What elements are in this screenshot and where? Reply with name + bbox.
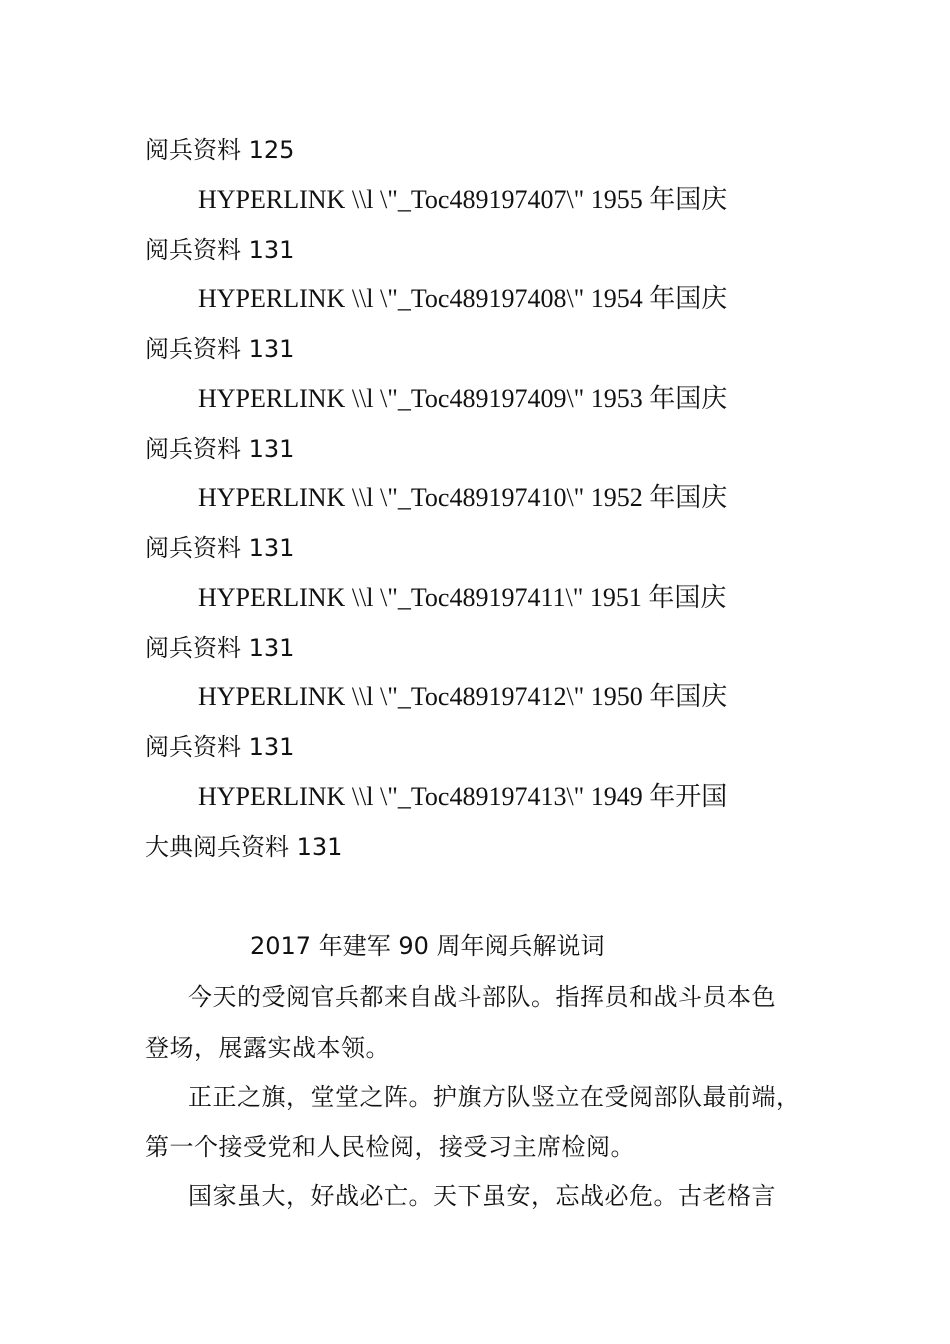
toc-link[interactable]: HYPERLINK \\l \"_Toc489197413\" 1949 年开国 [198, 782, 728, 811]
toc-continuation: 阅兵资料 131 [145, 236, 295, 264]
paragraph-line: 正正之旗，堂堂之阵。护旗方队竖立在受阅部队最前端， [188, 1083, 801, 1111]
toc-continuation: 大典阅兵资料 131 [145, 833, 343, 861]
paragraph-line: 第一个接受党和人民检阅，接受习主席检阅。 [145, 1133, 635, 1161]
toc-link[interactable]: HYPERLINK \\l \"_Toc489197410\" 1952 年国庆 [198, 483, 728, 512]
toc-continuation: 阅兵资料 131 [145, 634, 295, 662]
toc-continuation: 阅兵资料 131 [145, 335, 295, 363]
toc-continuation: 阅兵资料 131 [145, 733, 295, 761]
toc-link[interactable]: HYPERLINK \\l \"_Toc489197409\" 1953 年国庆 [198, 384, 728, 413]
article-title: 2017 年建军 90 周年阅兵解说词 [250, 932, 605, 960]
paragraph-line: 登场，展露实战本领。 [145, 1034, 390, 1062]
toc-continuation: 阅兵资料 125 [145, 136, 295, 164]
paragraph-line: 国家虽大，好战必亡。天下虽安，忘战必危。古老格言 [188, 1182, 776, 1210]
toc-continuation: 阅兵资料 131 [145, 534, 295, 562]
toc-link[interactable]: HYPERLINK \\l \"_Toc489197412\" 1950 年国庆 [198, 682, 728, 711]
toc-link[interactable]: HYPERLINK \\l \"_Toc489197411\" 1951 年国庆 [198, 583, 727, 612]
toc-link[interactable]: HYPERLINK \\l \"_Toc489197408\" 1954 年国庆 [198, 284, 728, 313]
paragraph-line: 今天的受阅官兵都来自战斗部队。指挥员和战斗员本色 [188, 983, 776, 1011]
toc-continuation: 阅兵资料 131 [145, 435, 295, 463]
toc-link[interactable]: HYPERLINK \\l \"_Toc489197407\" 1955 年国庆 [198, 185, 728, 214]
